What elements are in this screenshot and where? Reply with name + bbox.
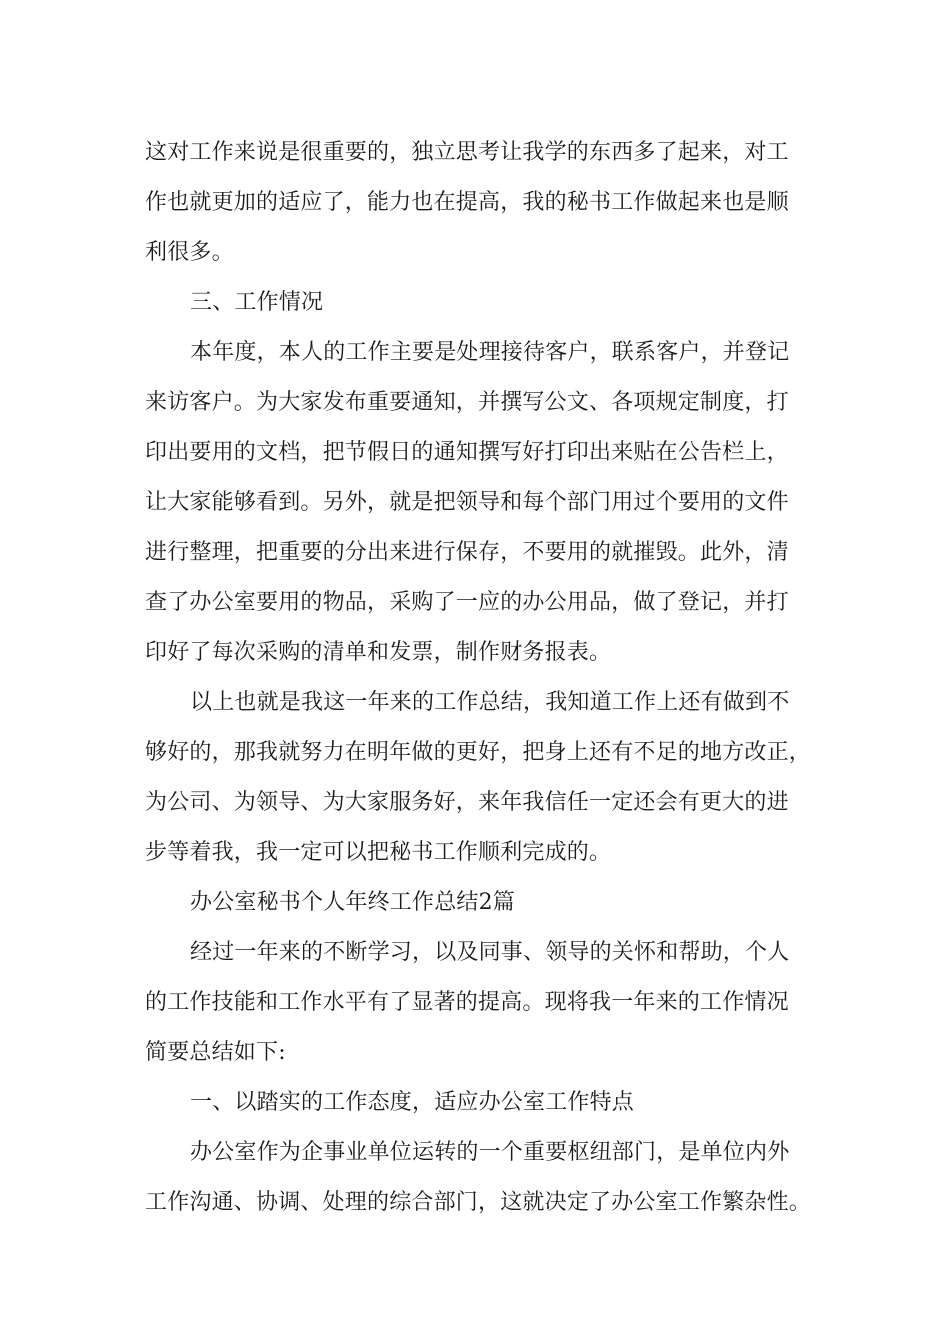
paragraph-start: 本年度，本人的工作主要是处理接待客户，联系客户，并登记	[190, 340, 790, 365]
text-line: 印出要用的文档，把节假日的通知撰写好打印出来贴在公告栏上，	[145, 440, 789, 465]
section-heading: 三、工作情况	[190, 290, 324, 315]
text-line: 简要总结如下:	[145, 1040, 286, 1065]
text-line: 让大家能够看到。另外，就是把领导和每个部门用过个要用的文件	[145, 490, 789, 515]
document-body	[145, 128, 825, 1228]
paragraph-start: 经过一年来的不断学习，以及同事、领导的关怀和帮助，个人	[190, 940, 790, 965]
text-line: 工作沟通、协调、处理的综合部门，这就决定了办公室工作繁杂性。	[145, 1190, 812, 1215]
text-line: 步等着我，我一定可以把秘书工作顺利完成的。	[145, 840, 612, 865]
paragraph-start: 办公室作为企事业单位运转的一个重要枢纽部门，是单位内外	[190, 1140, 790, 1165]
section-heading: 一、以踏实的工作态度，适应办公室工作特点	[190, 1090, 635, 1115]
text-line: 作也就更加的适应了，能力也在提高，我的秘书工作做起来也是顺	[145, 190, 789, 215]
paragraph-start: 以上也就是我这一年来的工作总结，我知道工作上还有做到不	[190, 690, 790, 715]
text-line: 利很多。	[145, 240, 234, 265]
text-line: 为公司、为领导、为大家服务好，来年我信任一定还会有更大的进	[145, 790, 789, 815]
text-line: 查了办公室要用的物品，采购了一应的办公用品，做了登记，并打	[145, 590, 789, 615]
text-line: 进行整理，把重要的分出来进行保存，不要用的就摧毁。此外，清	[145, 540, 789, 565]
text-line: 印好了每次采购的清单和发票，制作财务报表。	[145, 640, 612, 665]
text-line: 来访客户。为大家发布重要通知，并撰写公文、各项规定制度，打	[145, 390, 789, 415]
article-title: 办公室秘书个人年终工作总结2篇	[190, 890, 515, 915]
text-line: 这对工作来说是很重要的，独立思考让我学的东西多了起来，对工	[145, 140, 789, 165]
text-line: 够好的，那我就努力在明年做的更好，把身上还有不足的地方改正，	[145, 740, 812, 765]
text-line: 的工作技能和工作水平有了显著的提高。现将我一年来的工作情况	[145, 990, 789, 1015]
